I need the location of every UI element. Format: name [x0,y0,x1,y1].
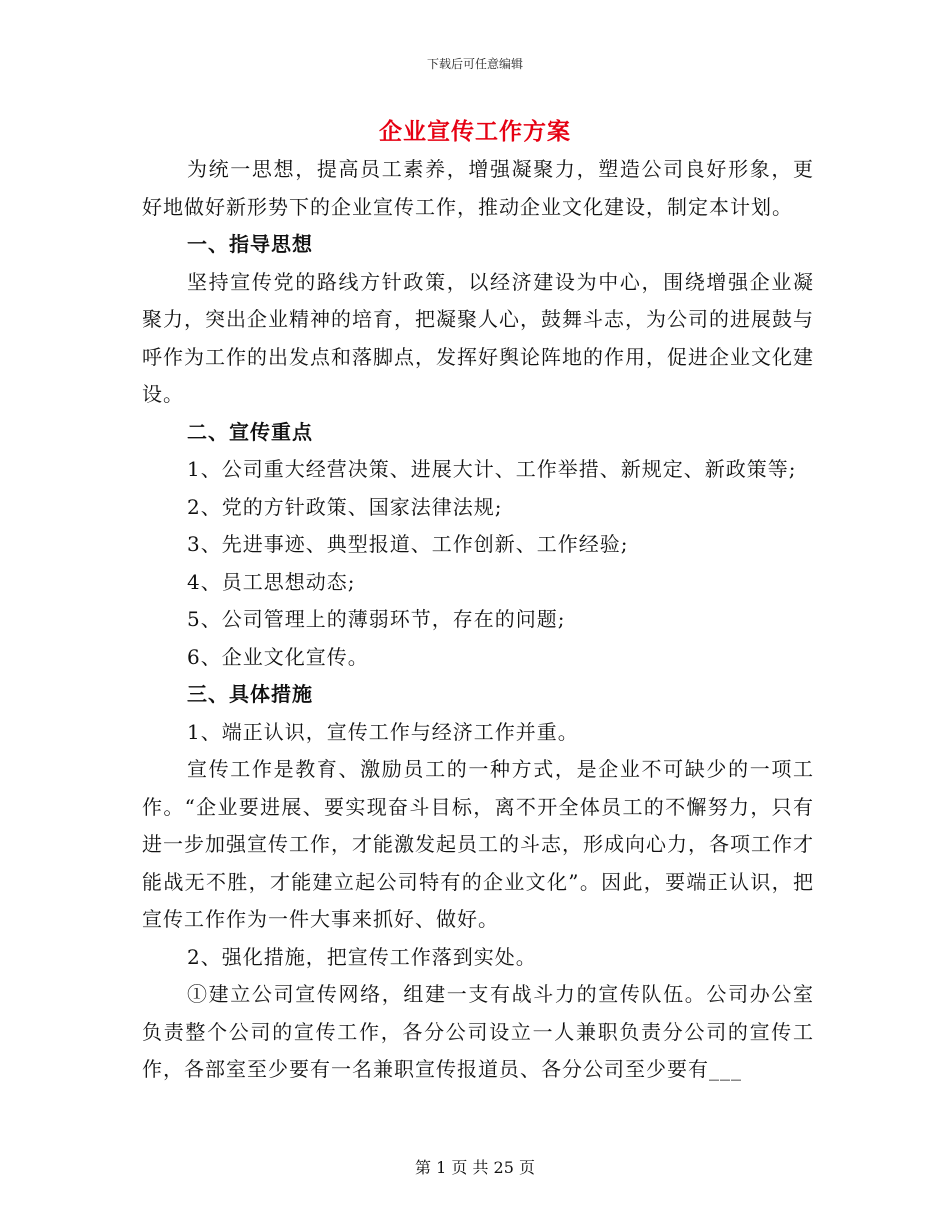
measure-1-heading: 1、端正认识，宣传工作与经济工作并重。 [187,719,579,744]
focus-item-2: 2、党的方针政策、国家法律法规; [187,494,503,519]
measure-2-heading: 2、强化措施，把宣传工作落到实处。 [187,944,537,969]
section-heading-measures: 三、具体措施 [187,682,313,706]
intro-paragraph: 为统一思想，提高员工素养，增强凝聚力，塑造公司良好形象，更好地做好新形势下的企业宣传工作，推动企业文化建设，制定本计划。 [142,157,814,219]
focus-item-1: 1、公司重大经营决策、进展大计、工作举措、新规定、新政策等; [187,457,797,481]
measure-2-item-1: ①建立公司宣传网络，组建一支有战斗力的宣传队伍。公司办公室负责整个公司的宣传工作，各分公司设立一人兼职负责分公司的宣传工作，各部室至少要有一名兼职宣传报道员、各分公司至少要有___ [142,982,814,1081]
page-number-footer: 第 1 页 共 25 页 [415,1158,535,1177]
header-note: 下载后可任意编辑 [426,57,523,71]
document-title: 企业宣传工作方案 [379,118,571,145]
document-body [142,151,814,1089]
focus-item-3: 3、先进事迹、典型报道、工作创新、工作经验; [187,532,629,556]
guiding-ideology-paragraph: 坚持宣传党的路线方针政策，以经济建设为中心，围绕增强企业凝聚力，突出企业精神的培育，把凝聚人心，鼓舞斗志，为公司的进展鼓与呼作为工作的出发点和落脚点，发挥好舆论阵地的作用，促进企业文化建设。 [142,269,814,406]
section-heading-publicity-focus: 二、宣传重点 [187,419,313,444]
focus-item-5: 5、公司管理上的薄弱环节，存在的问题; [187,607,566,631]
section-heading-guiding-ideology: 一、指导思想 [187,232,313,256]
measure-1-paragraph: 宣传工作是教育、激励员工的一种方式，是企业不可缺少的一项工作。“企业要进展、要实现奋斗目标，离不开全体员工的不懈努力，只有进一步加强宣传工作，才能激发起员工的斗志，形成向心力，各项工作才能战无不胜，才能建立起公司特有的企业文化”。因此，要端正认识，把宣传工作作为一件大事来抓好、做好。 [142,757,814,931]
focus-item-6: 6、企业文化宣传。 [187,644,369,669]
focus-item-4: 4、员工思想动态; [187,569,356,594]
